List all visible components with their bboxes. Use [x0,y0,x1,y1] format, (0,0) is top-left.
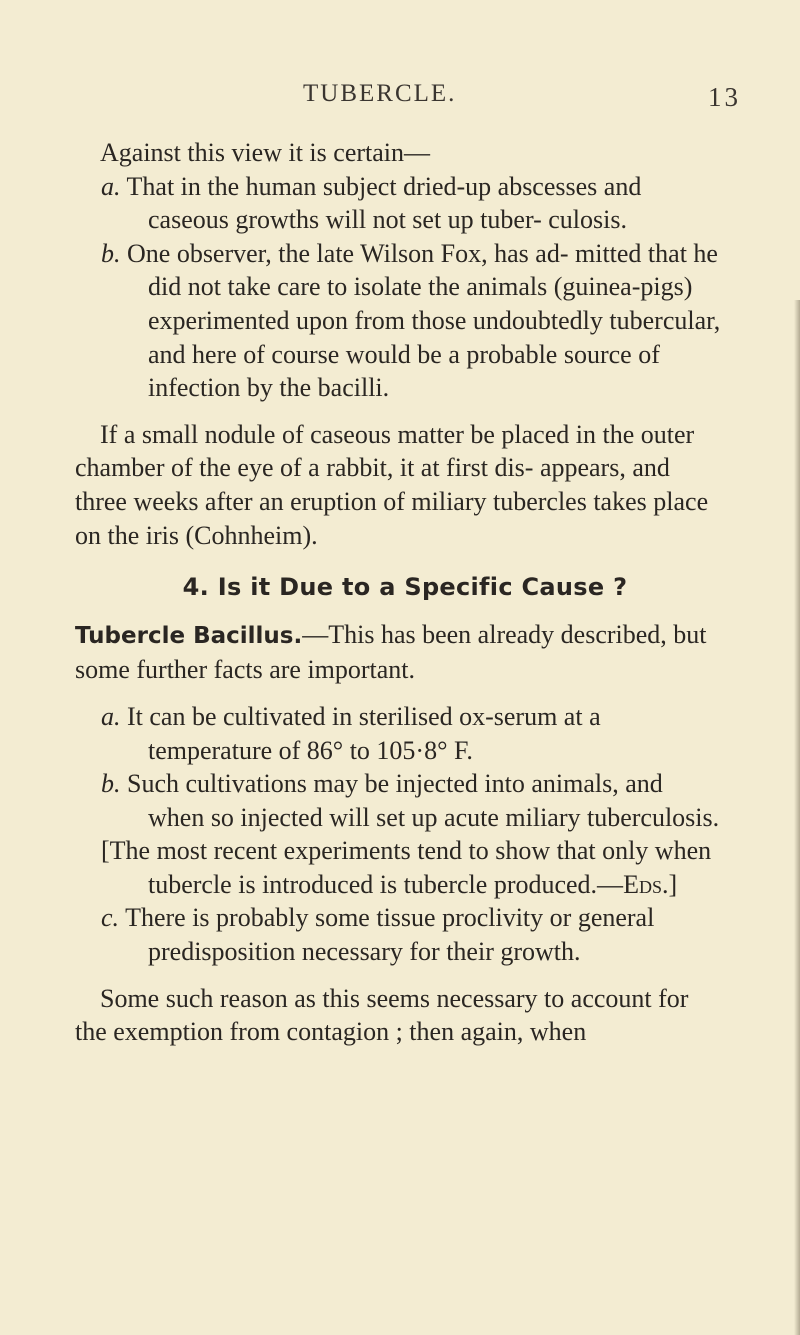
item-text: It can be cultivated in sterilised ox-serum at a temperature of 86° to 105·8° F. [127,701,601,765]
page-number: 13 [708,82,741,112]
list-item [101,767,725,834]
item-label: c. [101,903,120,933]
page-edge-shadow [794,300,800,1335]
list-item [101,901,725,968]
item-label: a. [101,701,121,731]
running-head [0,80,800,116]
paragraph [75,618,725,687]
body-text [75,136,725,1049]
item-text: Such cultivations may be injected into animals, and when so injected will set up acute miliary tuberculosis. [127,769,720,832]
list-item [101,237,725,405]
running-title: TUBERCLE. [303,80,457,107]
item-label: a. [101,171,121,201]
item-text: That in the human subject dried-up abscesses and caseous growths will not set up tuber- culosis. [126,171,642,235]
note-close: ] [668,869,678,899]
run-in-text: —This has been already described, but some further facts are important. [75,619,707,685]
item-text: One observer, the late Wilson Fox, has ad- mitted that he did not take care to isolate the animals (guinea-pigs) experimented upon from those undoubtedly tubercular, and here of course would be a probable source of infection by the bacilli. [127,238,721,403]
editors-note [101,834,725,901]
item-text: There is probably some tissue proclivity or general predisposition necessary for their growth. [125,903,655,967]
paragraph: If a small nodule of caseous matter be placed in the outer chamber of the eye of a rabbit, it at first dis- appears, and three weeks after an eruption of miliary tubercles takes place on the iris (Cohnheim). [75,419,709,550]
section-heading: 4. Is it Due to a Specific Cause ? [182,573,628,602]
paragraph: Some such reason as this seems necessary to account for the exemption from contagion ; then again, when [75,983,689,1047]
list-item [101,170,725,237]
note-attribution: Eds. [623,869,669,899]
note-text: [The most recent experiments tend to show that only when tubercle is introduced is tubercle produced.— [101,836,712,899]
run-in-heading: Tubercle Bacillus. [75,622,303,649]
item-label: b. [101,238,121,268]
list-item [101,700,725,767]
item-label: b. [101,769,121,799]
intro-line: Against this view it is certain— [100,138,431,167]
